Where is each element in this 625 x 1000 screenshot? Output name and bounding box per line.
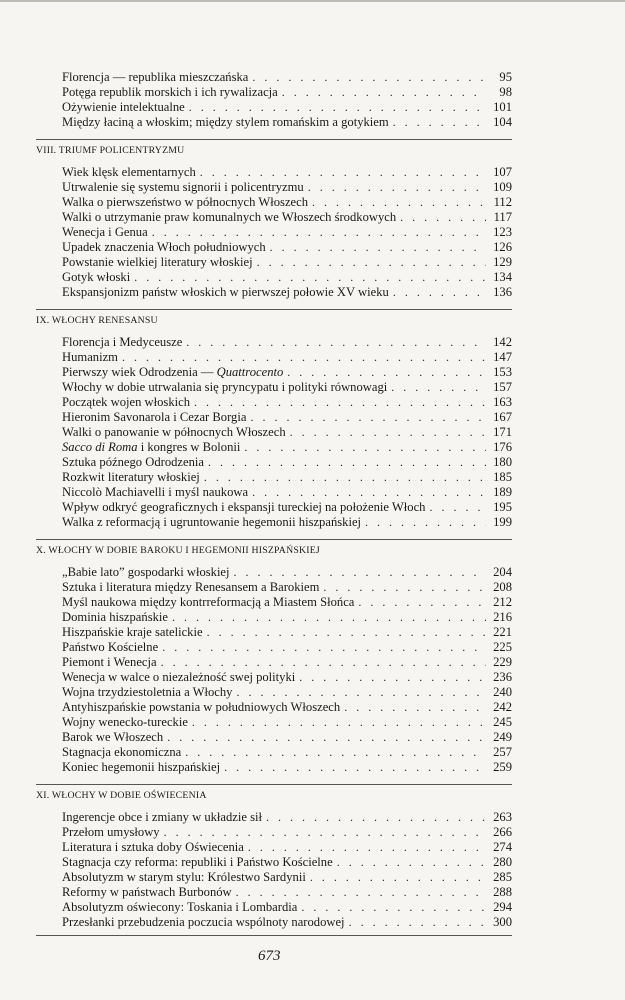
toc-entry-title: Powstanie wielkiej literatury włoskiej bbox=[62, 255, 253, 269]
toc-entry-page: 123 bbox=[493, 225, 512, 239]
toc-entry-page: 176 bbox=[493, 440, 512, 454]
toc-entry-page: 216 bbox=[493, 610, 512, 624]
toc-entry-title: Włochy w dobie utrwalania się pryncypatu i polityki równowagi bbox=[62, 380, 388, 394]
table-of-contents bbox=[36, 70, 512, 936]
toc-entry bbox=[62, 580, 512, 595]
toc-entry-title: Państwo Kościelne bbox=[62, 640, 159, 654]
toc-entry bbox=[62, 395, 512, 410]
toc-entry-title: Wenecja w walce o niezależność swej polityki bbox=[62, 670, 296, 684]
toc-entry-page: 185 bbox=[493, 470, 512, 484]
toc-entry-title: Przełom umysłowy bbox=[62, 825, 160, 839]
toc-entry-title: Wojna trzydziestoletnia a Włochy bbox=[62, 685, 233, 699]
toc-entry-page: 285 bbox=[493, 870, 512, 884]
toc-entry-page: 195 bbox=[493, 500, 512, 514]
toc-entry-title: Ekspansjonizm państw włoskich w pierwszej połowie XV wieku bbox=[62, 285, 389, 299]
toc-entry-page: 117 bbox=[493, 210, 512, 224]
toc-entry bbox=[62, 825, 512, 840]
toc-entry-page: 236 bbox=[493, 670, 512, 684]
toc-entry-page: 189 bbox=[493, 485, 512, 499]
toc-entry bbox=[62, 455, 512, 470]
toc-entry-page: 240 bbox=[493, 685, 512, 699]
toc-block-chapter-10 bbox=[62, 565, 512, 775]
toc-entry-title: Początek wojen włoskich bbox=[62, 395, 191, 409]
chapter-heading: IX. WŁOCHY RENESANSU bbox=[36, 315, 158, 326]
toc-entry-page: 109 bbox=[493, 180, 512, 194]
toc-block-chapter-8 bbox=[62, 165, 512, 300]
toc-entry-title: Wenecja i Genua bbox=[62, 225, 148, 239]
toc-entry-page: 199 bbox=[493, 515, 512, 529]
toc-entry bbox=[62, 335, 512, 350]
toc-entry bbox=[62, 350, 512, 365]
toc-entry-title: Wiek klęsk elementarnych bbox=[62, 165, 196, 179]
chapter-heading: X. WŁOCHY W DOBIE BAROKU I HEGEMONII HISZPAŃSKIEJ bbox=[36, 545, 320, 556]
toc-entry-title-italic: Sacco di Roma bbox=[62, 440, 138, 454]
toc-entry bbox=[62, 745, 512, 760]
toc-entry-title: Piemont i Wenecja bbox=[62, 655, 157, 669]
toc-entry bbox=[62, 685, 512, 700]
toc-entry-title-italic: Quattrocento bbox=[216, 365, 284, 379]
toc-entry bbox=[62, 760, 512, 775]
toc-entry-title: Absolutyzm w starym stylu: Królestwo Sardynii bbox=[62, 870, 306, 884]
toc-entry bbox=[62, 195, 512, 210]
toc-entry-title: Stagnacja ekonomiczna bbox=[62, 745, 182, 759]
toc-entry-title: Upadek znaczenia Włoch południowych bbox=[62, 240, 266, 254]
toc-entry-title: Wpływ odkryć geograficznych i ekspansji tureckiej na położenie Włoch bbox=[62, 500, 426, 514]
chapter-divider bbox=[36, 139, 512, 140]
toc-entry bbox=[62, 640, 512, 655]
toc-entry-page: 242 bbox=[493, 700, 512, 714]
bottom-divider bbox=[36, 935, 512, 936]
toc-entry-page: 229 bbox=[493, 655, 512, 669]
toc-entry-page: 225 bbox=[493, 640, 512, 654]
toc-entry bbox=[62, 500, 512, 515]
toc-entry bbox=[62, 255, 512, 270]
toc-entry bbox=[62, 855, 512, 870]
toc-entry-title: Walki o utrzymanie praw komunalnych we Włoszech środkowych bbox=[62, 210, 397, 224]
toc-entry bbox=[62, 670, 512, 685]
toc-entry-title: Stagnacja czy reforma: republiki i Państwo Kościelne bbox=[62, 855, 333, 869]
toc-entry bbox=[62, 655, 512, 670]
toc-entry-page: 245 bbox=[493, 715, 512, 729]
toc-entry-title: Ingerencje obce i zmiany w układzie sił bbox=[62, 810, 263, 824]
toc-entry-title bbox=[62, 365, 283, 380]
toc-entry bbox=[62, 165, 512, 180]
toc-entry bbox=[62, 900, 512, 915]
toc-entry-page: 136 bbox=[493, 285, 512, 299]
toc-entry-title: Między łaciną a włoskim; między stylem romańskim a gotykiem bbox=[62, 115, 389, 129]
page-number: 673 bbox=[258, 948, 281, 964]
toc-entry-page: 126 bbox=[493, 240, 512, 254]
toc-entry-page: 259 bbox=[493, 760, 512, 774]
toc-entry-page: 280 bbox=[493, 855, 512, 869]
chapter-divider bbox=[36, 309, 512, 310]
toc-entry-title: Antyhiszpańskie powstania w południowych Włoszech bbox=[62, 700, 341, 714]
toc-entry-title: Hieronim Savonarola i Cezar Borgia bbox=[62, 410, 247, 424]
toc-entry-title: „Babie lato” gospodarki włoskiej bbox=[62, 565, 230, 579]
toc-entry-page: 274 bbox=[493, 840, 512, 854]
toc-entry-page: 208 bbox=[493, 580, 512, 594]
toc-entry bbox=[62, 700, 512, 715]
toc-block-continued bbox=[62, 70, 512, 130]
toc-entry bbox=[62, 270, 512, 285]
toc-block-chapter-11 bbox=[62, 810, 512, 930]
toc-entry-title: Przesłanki przebudzenia poczucia wspólnoty narodowej bbox=[62, 915, 345, 929]
toc-entry-page: 112 bbox=[493, 195, 512, 209]
toc-entry-title: Utrwalenie się systemu signorii i policentryzmu bbox=[62, 180, 304, 194]
toc-entry bbox=[62, 810, 512, 825]
toc-entry-page: 129 bbox=[493, 255, 512, 269]
toc-entry bbox=[62, 85, 512, 100]
toc-entry-title-text: Pierwszy wiek Odrodzenia — bbox=[62, 365, 217, 379]
toc-entry-page: 266 bbox=[493, 825, 512, 839]
toc-entry-title: Reformy w państwach Burbonów bbox=[62, 885, 232, 899]
toc-entry-page: 104 bbox=[493, 115, 512, 129]
toc-entry-page: 249 bbox=[493, 730, 512, 744]
toc-entry-title: Walki o panowanie w północnych Włoszech bbox=[62, 425, 286, 439]
toc-entry-page: 147 bbox=[493, 350, 512, 364]
toc-entry-page: 153 bbox=[493, 365, 512, 379]
toc-entry-title-text: i kongres w Bolonii bbox=[137, 440, 241, 454]
toc-entry bbox=[62, 715, 512, 730]
toc-entry bbox=[62, 365, 512, 380]
chapter-heading: VIII. TRIUMF POLICENTRYZMU bbox=[36, 145, 185, 156]
chapter-heading: XI. WŁOCHY W DOBIE OŚWIECENIA bbox=[36, 790, 207, 801]
toc-entry-page: 263 bbox=[493, 810, 512, 824]
toc-entry-page: 142 bbox=[493, 335, 512, 349]
toc-entry-page: 167 bbox=[493, 410, 512, 424]
toc-entry-title: Wojny wenecko-tureckie bbox=[62, 715, 188, 729]
toc-entry bbox=[62, 70, 512, 85]
toc-entry bbox=[62, 515, 512, 530]
toc-entry bbox=[62, 100, 512, 115]
toc-entry bbox=[62, 210, 512, 225]
toc-entry bbox=[62, 485, 512, 500]
toc-entry-title: Myśl naukowa między kontrreformacją a Miastem Słońca bbox=[62, 595, 355, 609]
toc-entry-title: Absolutyzm oświecony: Toskania i Lombardia bbox=[62, 900, 298, 914]
toc-block-chapter-9 bbox=[62, 335, 512, 530]
toc-entry-page: 288 bbox=[493, 885, 512, 899]
toc-entry-page: 300 bbox=[493, 915, 512, 929]
toc-entry-page: 157 bbox=[493, 380, 512, 394]
toc-entry-page: 163 bbox=[493, 395, 512, 409]
toc-entry bbox=[62, 380, 512, 395]
toc-entry bbox=[62, 730, 512, 745]
toc-entry-title: Literatura i sztuka doby Oświecenia bbox=[62, 840, 244, 854]
toc-entry-page: 294 bbox=[493, 900, 512, 914]
toc-entry-title: Ożywienie intelektualne bbox=[62, 100, 185, 114]
toc-entry-page: 134 bbox=[493, 270, 512, 284]
toc-entry-title: Rozkwit literatury włoskiej bbox=[62, 470, 200, 484]
toc-entry-title: Koniec hegemonii hiszpańskiej bbox=[62, 760, 221, 774]
toc-entry bbox=[62, 565, 512, 580]
toc-entry-page: 101 bbox=[493, 100, 512, 114]
toc-entry-title: Potęga republik morskich i ich rywalizacja bbox=[62, 85, 278, 99]
toc-entry bbox=[62, 410, 512, 425]
toc-entry bbox=[62, 240, 512, 255]
toc-entry bbox=[62, 870, 512, 885]
toc-entry-title: Gotyk włoski bbox=[62, 270, 131, 284]
toc-entry-page: 204 bbox=[493, 565, 512, 579]
toc-entry-title: Hiszpańskie kraje satelickie bbox=[62, 625, 203, 639]
toc-entry-title: Florencja i Medyceusze bbox=[62, 335, 183, 349]
toc-entry bbox=[62, 885, 512, 900]
toc-entry-page: 107 bbox=[493, 165, 512, 179]
toc-entry-page: 257 bbox=[493, 745, 512, 759]
toc-entry-page: 171 bbox=[493, 425, 512, 439]
top-edge-line bbox=[0, 0, 625, 2]
toc-entry-title: Niccolò Machiavelli i myśl naukowa bbox=[62, 485, 249, 499]
toc-entry-page: 212 bbox=[493, 595, 512, 609]
toc-entry-title: Walka o pierwszeństwo w północnych Włoszech bbox=[62, 195, 309, 209]
toc-entry-page: 180 bbox=[493, 455, 512, 469]
toc-entry bbox=[62, 840, 512, 855]
toc-entry-title: Humanizm bbox=[62, 350, 118, 364]
toc-entry bbox=[62, 225, 512, 240]
toc-entry-page: 98 bbox=[499, 85, 512, 99]
toc-entry-title: Dominia hiszpańskie bbox=[62, 610, 168, 624]
toc-entry bbox=[62, 915, 512, 930]
toc-entry-page: 95 bbox=[499, 70, 512, 84]
toc-entry-title: Sztuka i literatura między Renesansem a Barokiem bbox=[62, 580, 320, 594]
toc-entry bbox=[62, 470, 512, 485]
toc-entry-page: 221 bbox=[493, 625, 512, 639]
toc-entry-title bbox=[62, 440, 240, 455]
toc-entry bbox=[62, 625, 512, 640]
toc-entry bbox=[62, 440, 512, 455]
toc-entry bbox=[62, 610, 512, 625]
toc-entry bbox=[62, 115, 512, 130]
toc-entry bbox=[62, 425, 512, 440]
toc-entry bbox=[62, 285, 512, 300]
toc-entry-title: Florencja — republika mieszczańska bbox=[62, 70, 249, 84]
chapter-divider bbox=[36, 539, 512, 540]
toc-entry-title: Sztuka późnego Odrodzenia bbox=[62, 455, 204, 469]
toc-entry-title: Walka z reformacją i ugruntowanie hegemonii hiszpańskiej bbox=[62, 515, 362, 529]
toc-entry bbox=[62, 595, 512, 610]
chapter-divider bbox=[36, 784, 512, 785]
toc-entry-title: Barok we Włoszech bbox=[62, 730, 164, 744]
toc-entry bbox=[62, 180, 512, 195]
